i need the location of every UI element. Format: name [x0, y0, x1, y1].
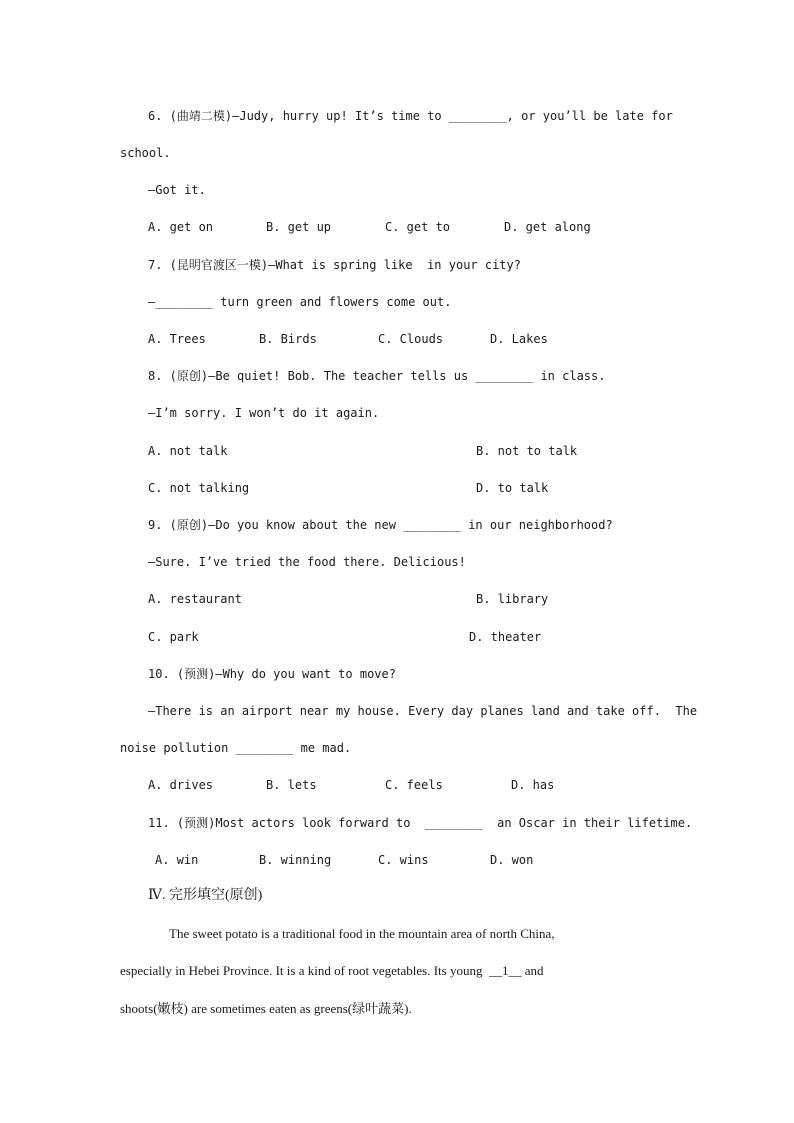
- question-10-reply: —There is an airport near my house. Every day planes land and take off. The: [148, 704, 698, 718]
- question-6-option-d: D. get along: [504, 220, 591, 234]
- question-8-stem: 8. (原创)—Be quiet! Bob. The teacher tells us ________ in class.: [148, 369, 606, 383]
- question-7-option-b: B. Birds: [259, 332, 317, 346]
- question-10-option-c: C. feels: [385, 778, 443, 792]
- question-7-stem: 7. (昆明官渡区一模)—What is spring like in your city?: [148, 258, 521, 272]
- question-11-option-b: B. winning: [259, 853, 332, 867]
- question-6-stem-cont: school.: [120, 146, 171, 160]
- question-10-option-d: D. has: [511, 778, 555, 792]
- question-8-option-c: C. not talking: [148, 481, 250, 495]
- question-8-option-b: B. not to talk: [476, 444, 578, 458]
- question-9-option-b: B. library: [476, 592, 549, 606]
- question-6-option-c: C. get to: [385, 220, 451, 234]
- question-6-stem: 6. (曲靖二模)—Judy, hurry up! It’s time to ________, or you’ll be late for: [148, 109, 673, 123]
- question-8-reply: —I’m sorry. I won’t do it again.: [148, 406, 380, 420]
- question-9-option-a: A. restaurant: [148, 592, 242, 606]
- question-11-stem: 11. (预测)Most actors look forward to ________ an Oscar in their lifetime.: [148, 816, 693, 830]
- question-9-reply: —Sure. I’ve tried the food there. Delicious!: [148, 555, 466, 569]
- question-9-option-d: D. theater: [469, 630, 542, 644]
- cloze-blank-1: __1__: [488, 963, 522, 978]
- question-10-option-a: A. drives: [148, 778, 214, 792]
- question-7-option-d: D. Lakes: [490, 332, 548, 346]
- question-10-reply-cont: noise pollution ________ me mad.: [120, 741, 352, 755]
- question-6-option-a: A. get on: [148, 220, 214, 234]
- question-8-option-d: D. to talk: [476, 481, 549, 495]
- question-6-reply: —Got it.: [148, 183, 206, 197]
- question-7-option-c: C. Clouds: [378, 332, 444, 346]
- question-11-option-a: A. win: [155, 853, 199, 867]
- question-8-option-a: A. not talk: [148, 444, 228, 458]
- question-11-option-c: C. wins: [378, 853, 429, 867]
- question-11-option-d: D. won: [490, 853, 534, 867]
- question-7-option-a: A. Trees: [148, 332, 206, 346]
- section-heading: Ⅳ. 完形填空(原创): [148, 888, 263, 903]
- question-6-option-b: B. get up: [266, 220, 332, 234]
- question-9-option-c: C. park: [148, 630, 199, 644]
- question-10-stem: 10. (预测)—Why do you want to move?: [148, 667, 396, 681]
- passage-line-3: shoots(嫩枝) are sometimes eaten as greens(绿叶蔬菜).: [120, 1001, 412, 1016]
- question-10-option-b: B. lets: [266, 778, 317, 792]
- passage-line-2: [120, 963, 544, 979]
- passage-line-1: The sweet potato is a traditional food in the mountain area of north China,: [169, 926, 555, 941]
- passage-line-2-end: and: [521, 963, 544, 978]
- question-9-stem: 9. (原创)—Do you know about the new ________ in our neighborhood?: [148, 518, 613, 532]
- passage-line-2-text: especially in Hebei Province. It is a kind of root vegetables. Its young: [120, 963, 489, 978]
- question-7-reply: —________ turn green and flowers come out.: [148, 295, 452, 309]
